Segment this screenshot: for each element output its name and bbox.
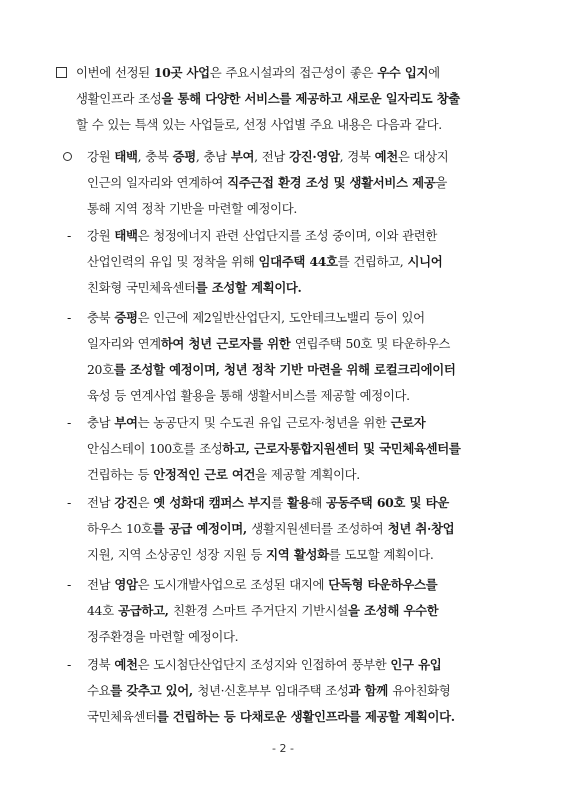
body-text: 은 주요시설과의 접근성이 좋은: [209, 65, 378, 80]
text-line: [87, 652, 455, 678]
emphasis-text: 단독형 타운하우스를: [328, 577, 438, 592]
emphasis-text: 증평: [114, 310, 138, 325]
emphasis-text: 하고, 근로자통합지원센터 및 국민체육센터를: [222, 441, 461, 456]
dash-bullet-icon: -: [67, 416, 72, 430]
emphasis-text: 우수 입지: [377, 65, 429, 80]
emphasis-text: 안정적인 근로 여건: [153, 467, 256, 482]
text-line: [87, 223, 442, 249]
dash-bullet-icon: -: [67, 229, 72, 243]
body-text: 강원: [87, 228, 115, 243]
item-taebaek: [87, 223, 442, 301]
text-line: [87, 516, 454, 542]
body-text: 인근의 일자리와 연계하여: [87, 175, 228, 190]
body-text: 일자리와 연계: [87, 336, 161, 351]
text-line: [87, 410, 460, 436]
emphasis-text: 직주근접 환경 조성 및 생활서비스 제공: [227, 175, 436, 190]
emphasis-text: 를 조성할 계획이다.: [195, 280, 302, 295]
body-text: 산업인력의 유입 및 정착을 위해: [87, 254, 259, 269]
text-line: [87, 249, 442, 275]
emphasis-text: 지역 활성화: [266, 547, 329, 562]
emphasis-text: 영암: [114, 577, 138, 592]
emphasis-text: 를 공급 예정이며,: [152, 521, 252, 536]
body-text: 를: [271, 495, 287, 510]
text-line: [87, 170, 448, 196]
body-text: 은 도시첨단산업단지 조성지와 인접하여 풍부한: [137, 657, 391, 672]
square-bullet-icon: [56, 60, 67, 86]
body-text: 건립하는 등: [87, 467, 154, 482]
text-line: [87, 383, 455, 409]
text-line: [76, 60, 460, 86]
body-text: 청년·신혼부부 임대주택 조성: [197, 683, 349, 698]
emphasis-text: 를 갖추고 있어,: [110, 683, 198, 698]
body-text: 은: [137, 495, 154, 510]
emphasis-text: 강진: [114, 495, 138, 510]
body-text: 을 제공할 계획이다.: [255, 467, 360, 482]
text-line: [87, 678, 455, 704]
emphasis-text: 부여: [230, 149, 255, 164]
body-text: , 충북: [137, 149, 173, 164]
body-text: 통해 지역 정착 기반을 마련할 예정이다.: [87, 201, 297, 216]
summary-paragraph: [87, 144, 448, 222]
emphasis-text: 예천: [374, 149, 398, 164]
emphasis-text: 10곳 사업: [153, 65, 210, 80]
body-text: 전남: [87, 577, 115, 592]
circle-bullet-icon: [63, 144, 72, 170]
text-line: [87, 436, 460, 462]
body-text: 해: [310, 495, 326, 510]
emphasis-text: 근로자: [390, 415, 426, 430]
text-line: [87, 462, 460, 488]
body-text: 국민체육센터: [87, 709, 157, 724]
item-yeongam: [87, 572, 438, 650]
text-line: [76, 112, 460, 138]
body-text: 안심스테이 100호를 조성: [87, 441, 223, 456]
intro-paragraph: [76, 60, 460, 138]
dash-bullet-icon: -: [67, 496, 72, 510]
body-text: 충남: [87, 415, 115, 430]
emphasis-text: 를 조성할 예정이며, 청년 정착 기반 마련을 위해 로컬크리에이터: [113, 362, 456, 377]
body-text: 에: [428, 65, 440, 80]
emphasis-text: 임대주택 44호: [258, 254, 338, 269]
emphasis-text: 활용: [286, 495, 311, 510]
body-text: 은 청정에너지 관련 산업단지를 조성 중이며, 이와 관련한: [137, 228, 438, 243]
item-jeungpyeong: [87, 305, 455, 409]
text-line: [87, 196, 448, 222]
emphasis-text: 시니어: [407, 254, 443, 269]
emphasis-text: 을 통해 다양한 서비스를 제공하고 새로운 일자리도 창출: [161, 91, 460, 106]
item-yecheon: [87, 652, 455, 730]
emphasis-text: 을 조성해 우수한: [348, 603, 439, 618]
text-line: [87, 490, 454, 516]
emphasis-text: 인구 유입: [390, 657, 442, 672]
item-gangjin: [87, 490, 454, 568]
body-text: 는 농공단지 및 수도권 유입 근로자·청년을 위한: [137, 415, 391, 430]
emphasis-text: 증평: [172, 149, 196, 164]
page-number: - 2 -: [272, 742, 294, 755]
text-line: [87, 572, 438, 598]
emphasis-text: 태백: [114, 228, 138, 243]
body-text: 할 수 있는 특색 있는 사업들로, 선정 사업별 주요 내용은 다음과 같다.: [76, 117, 442, 132]
emphasis-text: 공동주택 60호 및 타운: [325, 495, 449, 510]
text-line: [87, 624, 438, 650]
emphasis-text: 청년 취·창업: [383, 521, 455, 536]
body-text: 육성 등 연계사업 활용을 통해 생활서비스를 제공할 예정이다.: [87, 388, 410, 403]
emphasis-text: 를 건립하는 등 다채로운 생활인프라를 제공할 계획이다.: [156, 709, 455, 724]
text-line: [76, 86, 460, 112]
emphasis-text: 옛 성화대 캠퍼스 부지: [153, 495, 272, 510]
text-line: [87, 598, 438, 624]
dash-bullet-icon: -: [67, 658, 72, 672]
body-text: 생활인프라 조성: [76, 91, 162, 106]
body-text: 를 건립하고,: [337, 254, 408, 269]
body-text: 지원, 지역 소상공인 성장 지원 등: [87, 547, 267, 562]
body-text: 은 인근에 제2일반산업단지, 도안테크노밸리 등이 있어: [137, 310, 425, 325]
emphasis-text: 예천: [114, 657, 138, 672]
body-text: 친환경 스마트 주거단지 기반시설: [173, 603, 348, 618]
emphasis-text: 태백: [114, 149, 138, 164]
dash-bullet-icon: -: [67, 578, 72, 592]
text-line: [87, 305, 455, 331]
text-line: [87, 144, 448, 170]
body-text: , 전남: [254, 149, 290, 164]
body-text: 하우스 10호: [87, 521, 153, 536]
text-line: [87, 542, 454, 568]
body-text: , 충남: [195, 149, 231, 164]
body-text: 강원: [87, 149, 115, 164]
emphasis-text: 과 함께: [348, 683, 393, 698]
body-text: 생활지원센터를 조성하여: [251, 521, 384, 536]
text-line: [87, 331, 455, 357]
body-text: 은 도시개발사업으로 조성된 대지에: [137, 577, 329, 592]
body-text: , 경북: [339, 149, 375, 164]
text-line: [87, 704, 455, 730]
emphasis-text: 강진·영암: [289, 149, 340, 164]
body-text: 친화형 국민체육센터: [87, 280, 196, 295]
body-text: 유아친화형: [392, 683, 451, 698]
text-line: [87, 275, 442, 301]
emphasis-text: 부여: [114, 415, 138, 430]
dash-bullet-icon: -: [67, 311, 72, 325]
body-text: 충북: [87, 310, 115, 325]
body-text: 20호: [87, 362, 114, 377]
body-text: 이번에 선정된: [76, 65, 154, 80]
body-text: 정주환경을 마련할 예정이다.: [87, 629, 239, 644]
body-text: 전남: [87, 495, 115, 510]
body-text: 44호: [87, 603, 114, 618]
item-buyeo: [87, 410, 460, 488]
text-line: [87, 357, 455, 383]
body-text: 은 대상지: [397, 149, 449, 164]
emphasis-text: 하여 청년 근로자를 위한: [160, 336, 295, 351]
emphasis-text: 공급하고,: [113, 603, 174, 618]
body-text: 수요: [87, 683, 111, 698]
body-text: 경북: [87, 657, 115, 672]
body-text: 연립주택 50호 및 타운하우스: [294, 336, 451, 351]
body-text: 를 도모할 계획이다.: [328, 547, 434, 562]
body-text: 을: [435, 175, 447, 190]
